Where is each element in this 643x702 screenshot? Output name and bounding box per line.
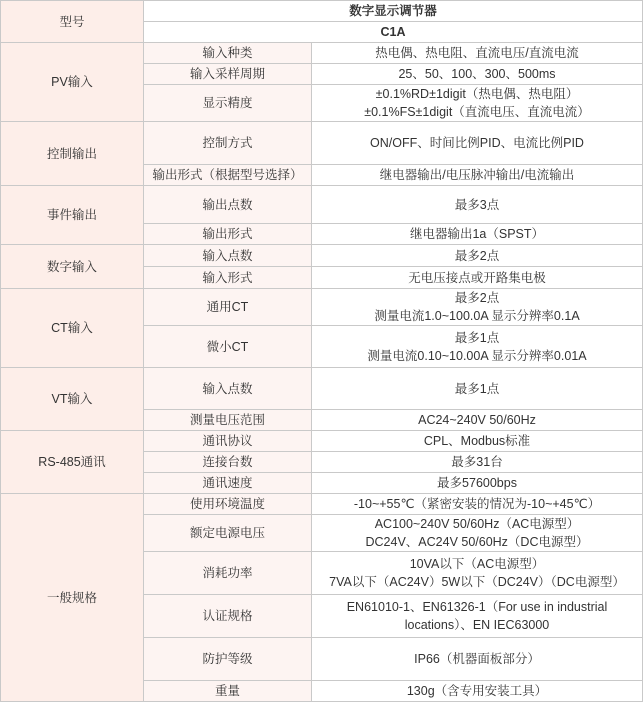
spec-label: 输入采样周期 bbox=[189, 67, 265, 81]
model-label: 型号 bbox=[59, 14, 85, 29]
spec-label: 输入形式 bbox=[202, 270, 253, 285]
spec-label: 测量电压范围 bbox=[189, 413, 265, 427]
model-name: C1A bbox=[380, 25, 406, 39]
spec-label-cell bbox=[144, 122, 312, 165]
spec-label-cell bbox=[144, 267, 312, 289]
spec-value-cell bbox=[312, 267, 643, 289]
spec-label: 输入点数 bbox=[202, 381, 253, 396]
spec-value-cell bbox=[312, 431, 643, 452]
spec-row bbox=[1, 289, 643, 326]
spec-label: 通讯速度 bbox=[202, 476, 253, 490]
spec-label-cell bbox=[144, 368, 312, 410]
spec-value-line: -10~+55℃（紧密安装的情况为-10~+45℃） bbox=[353, 497, 601, 511]
spec-label: 输出形式（根据型号选择） bbox=[152, 168, 303, 182]
section-name-cell bbox=[1, 245, 144, 289]
spec-label-cell bbox=[144, 85, 312, 122]
spec-label-cell bbox=[144, 224, 312, 245]
spec-value-cell bbox=[312, 122, 643, 165]
spec-label: 通用CT bbox=[206, 300, 249, 314]
spec-value-cell bbox=[312, 473, 643, 494]
spec-value-cell bbox=[312, 43, 643, 64]
section-name: 事件输出 bbox=[46, 208, 97, 222]
spec-value-line: ON/OFF、时间比例PID、电流比例PID bbox=[370, 136, 584, 150]
spec-value-line: 最多2点 bbox=[454, 248, 500, 263]
spec-row bbox=[1, 245, 643, 267]
section-name-cell bbox=[1, 43, 144, 122]
spec-label-cell bbox=[144, 186, 312, 224]
spec-label-cell bbox=[144, 410, 312, 431]
spec-label-cell bbox=[144, 245, 312, 267]
spec-row bbox=[1, 368, 643, 410]
spec-value-cell bbox=[312, 515, 643, 552]
spec-label: 输出点数 bbox=[202, 197, 253, 212]
spec-label-cell bbox=[144, 494, 312, 515]
spec-value-line: EN61010-1、EN61326-1（For use in industrial bbox=[346, 600, 608, 614]
spec-value-line: 10VA以下（AC电源型） bbox=[409, 557, 545, 571]
spec-value-cell bbox=[312, 85, 643, 122]
spec-value-line: DC24V、AC24V 50/60Hz（DC电源型） bbox=[365, 535, 589, 549]
model-label-cell bbox=[1, 1, 144, 43]
spec-value-line: 测量电流0.10~10.00A 显示分辨率0.01A bbox=[367, 348, 587, 363]
section-name: CT输入 bbox=[51, 321, 93, 335]
spec-value-line: 无电压接点或开路集电极 bbox=[408, 270, 546, 285]
spec-value-cell bbox=[312, 410, 643, 431]
spec-label: 输入点数 bbox=[202, 248, 253, 263]
spec-label: 输入种类 bbox=[202, 46, 253, 60]
spec-label-cell bbox=[144, 638, 312, 681]
section-name: 一般规格 bbox=[46, 590, 97, 605]
section-name-cell bbox=[1, 431, 144, 494]
spec-label: 使用环境温度 bbox=[189, 497, 265, 511]
spec-value-cell bbox=[312, 452, 643, 473]
section-name-cell bbox=[1, 368, 144, 431]
title-row bbox=[1, 1, 643, 22]
spec-value-cell bbox=[312, 165, 643, 186]
spec-label-cell bbox=[144, 326, 312, 368]
section-name: RS-485通讯 bbox=[38, 455, 106, 469]
spec-row bbox=[1, 43, 643, 64]
spec-label-cell bbox=[144, 431, 312, 452]
section-name: 数字输入 bbox=[46, 259, 97, 274]
spec-value-line: locations）、EN IEC63000 bbox=[404, 618, 550, 632]
spec-label-cell bbox=[144, 681, 312, 702]
spec-value-line: 130g（含专用安装工具） bbox=[406, 684, 548, 698]
spec-value-cell bbox=[312, 638, 643, 681]
spec-label-cell bbox=[144, 289, 312, 326]
spec-value-line: 7VA以下（AC24V）5W以下（DC24V）（DC电源型） bbox=[329, 575, 625, 589]
spec-value-line: 继电器输出1a（SPST） bbox=[409, 227, 545, 241]
section-name-cell bbox=[1, 289, 144, 368]
spec-value-cell bbox=[312, 186, 643, 224]
section-name: VT输入 bbox=[51, 392, 93, 406]
spec-value-line: AC100~240V 50/60Hz（AC电源型） bbox=[374, 517, 580, 531]
spec-value-line: 最多31台 bbox=[451, 455, 503, 469]
spec-table-body bbox=[1, 1, 643, 702]
spec-label: 输出形式 bbox=[202, 227, 253, 241]
spec-label: 控制方式 bbox=[202, 136, 253, 150]
spec-value-line: CPL、Modbus标准 bbox=[423, 434, 531, 448]
spec-value-cell bbox=[312, 245, 643, 267]
spec-value-line: 热电偶、热电阻、直流电压/直流电流 bbox=[375, 46, 579, 60]
spec-row bbox=[1, 122, 643, 165]
spec-label-cell bbox=[144, 64, 312, 85]
spec-label-cell bbox=[144, 165, 312, 186]
spec-value-line: IP66（机器面板部分） bbox=[414, 652, 540, 666]
spec-value-cell bbox=[312, 326, 643, 368]
section-name: PV输入 bbox=[51, 75, 93, 89]
spec-value-line: 最多1点 bbox=[454, 330, 500, 345]
spec-label: 额定电源电压 bbox=[189, 526, 265, 540]
spec-value-line: 继电器输出/电压脉冲输出/电流输出 bbox=[379, 168, 575, 182]
product-title-cell bbox=[144, 1, 643, 22]
spec-value-cell bbox=[312, 595, 643, 638]
spec-label-cell bbox=[144, 552, 312, 595]
spec-label-cell bbox=[144, 595, 312, 638]
spec-value-line: ±0.1%FS±1digit（直流电压、直流电流） bbox=[364, 105, 590, 119]
spec-value-line: AC24~240V 50/60Hz bbox=[418, 413, 536, 427]
spec-row bbox=[1, 494, 643, 515]
spec-value-cell bbox=[312, 368, 643, 410]
spec-label-cell bbox=[144, 452, 312, 473]
spec-label: 消耗功率 bbox=[202, 566, 253, 580]
spec-value-cell bbox=[312, 224, 643, 245]
product-title: 数字显示调节器 bbox=[349, 4, 437, 18]
spec-label: 显示精度 bbox=[202, 96, 253, 110]
section-name-cell bbox=[1, 494, 144, 702]
section-name-cell bbox=[1, 122, 144, 186]
spec-value-line: 测量电流1.0~100.0A 显示分辨率0.1A bbox=[374, 309, 580, 323]
spec-label: 微小CT bbox=[206, 339, 249, 354]
spec-value-cell bbox=[312, 681, 643, 702]
spec-value-line: 25、50、100、300、500ms bbox=[398, 67, 556, 81]
spec-value-cell bbox=[312, 494, 643, 515]
spec-value-cell bbox=[312, 289, 643, 326]
spec-label: 重量 bbox=[214, 684, 240, 698]
spec-label: 防护等级 bbox=[202, 652, 253, 666]
section-name: 控制输出 bbox=[46, 146, 97, 161]
model-name-cell bbox=[144, 22, 643, 43]
spec-value-line: ±0.1%RD±1digit（热电偶、热电阻） bbox=[375, 87, 579, 101]
spec-row bbox=[1, 431, 643, 452]
spec-row bbox=[1, 186, 643, 224]
spec-value-line: 最多2点 bbox=[454, 291, 500, 305]
spec-label: 连接台数 bbox=[202, 455, 253, 469]
spec-label-cell bbox=[144, 43, 312, 64]
spec-value-cell bbox=[312, 552, 643, 595]
spec-value-cell bbox=[312, 64, 643, 85]
spec-label-cell bbox=[144, 473, 312, 494]
spec-label: 通讯协议 bbox=[202, 434, 253, 448]
spec-label-cell bbox=[144, 515, 312, 552]
spec-value-line: 最多1点 bbox=[454, 381, 500, 396]
spec-value-line: 最多3点 bbox=[454, 197, 500, 212]
spec-label: 认证规格 bbox=[202, 609, 253, 623]
section-name-cell bbox=[1, 186, 144, 245]
spec-value-line: 最多57600bps bbox=[437, 476, 517, 490]
